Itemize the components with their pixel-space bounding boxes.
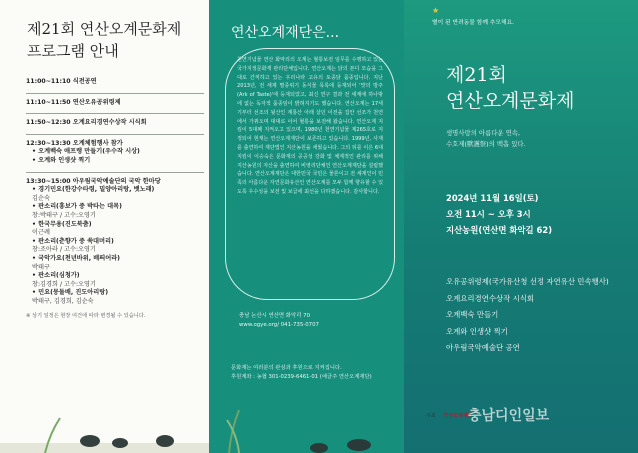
address-text: 충남 논산시 연산면 화악리 70 (239, 313, 310, 319)
desc-line-1: 생명사랑의 아름다운 연속, (446, 129, 521, 137)
program-heading: 프로그램 안내 (27, 42, 119, 60)
foundation-contact (239, 312, 319, 330)
schedule-note: ※ 상기 일정은 현장 여건에 따라 변경될 수 있습니다. (26, 313, 146, 320)
event-item: 오계요리경연수상작 시식회 (446, 293, 535, 303)
schedule-time: 11:10~11:50 연산오유공위령제 (26, 98, 121, 106)
schedule-divider (26, 93, 204, 94)
festival-title-text: 연산오계문화제 (446, 90, 575, 112)
performer-name: 창:김경희 / 고수:오영기 (32, 280, 96, 288)
schedule-time: 11:50~12:30 오계요리경연수상작 시식회 (26, 119, 147, 127)
schedule-item: • 국악가요(천년바위, 배띄어라) (32, 254, 120, 262)
donation-message: 문화재는 여러분의 관심과 후원으로 지켜집니다. (231, 365, 342, 371)
donation-info (231, 364, 372, 382)
edition-label: 제21회 (446, 64, 507, 86)
schedule-item: • 오계백숙 애프랭 만들기(우수작 시상) (32, 148, 140, 156)
donation-account: 후원계좌 : 농협 301-0239-6461-01 (예금주 연산오계재단) (231, 374, 372, 380)
festival-cover-panel (404, 0, 638, 453)
web-phone-text: www.ogye.org/ 041-735-0707 (239, 322, 319, 328)
schedule-item: • 오계와 인생샷 찍기 (32, 156, 91, 164)
foundation-description: 천연기념물 연산 화악리의 오계는 혈통보전 임무를 수행하고 있는 국가지정문화재 관리단체입니다. 연산오계는 닭의 본디 모습을 그대로 간직하고 있는 우리나라 고유의 토종닭 품종입니다. 지난 2013년, 전 세계 멸종위기 동식물 목록에 등재되어 '맛의 방주(Ark of Taste)'에 등재되었고, 최신 연구 결과 전 세계에 하나밖에 없는 독자적 품종임이 밝혀지기도 했습니다. 연산오계는 17세기부터 선조의 뒷산인 계룡산 아래 살던 이전을 집안 선조가 천연에서 가꿔오며 대대로 이어 혈통을 보전해 왔습니다. 연산오계 지킴이 5대째 지켜오고 있으며, 1980년 천연기념물 제265호로 지정되어 현재는 연산오계재단이 보존하고 있습니다. 1999년, 사재를 출연하여 재단법인 지산농원을 세웠습니다. 그의 뒤를 이은 6대 지킴이 이승숙은 문화재의 공공성 강화 및 체계적인 관리를 위해 지산농원의 자산을 출연하여 비영리단체인 연산오계재단을 설립했습니다. 연산오계재단은 대한민국 국민은 물론이고 전 세계인이 민족의 아름다운 자연문화유산인 연산오계를 모두 함께 향유할 수 있도록 우수성을 보전 및 보급에 최선을 다하겠습니다. 감사합니다. (237, 57, 383, 195)
performer-name: 박태구, 김경희, 김순숙 (32, 297, 94, 305)
event-datetime (446, 190, 552, 238)
schedule-time: 13:30~15:00 아우림국악예술단의 국악 한마당 (26, 177, 161, 185)
schedule-time: 12:30~13:30 오계체험행사 참가 (26, 139, 123, 147)
event-place: 지산농원(연산면 화악길 62) (446, 225, 553, 235)
performer-name: 창:박태구 / 고수:오영기 (32, 211, 96, 219)
schedule-item: • 판소리(흥보가 중 박타는 대목) (32, 203, 122, 211)
schedule-item: • 판소리(춘향가 중 쑥대머리) (32, 237, 114, 245)
schedule-divider (26, 172, 204, 173)
event-item: 오계백숙 만들기 (446, 310, 499, 319)
event-list (446, 274, 609, 357)
performer-name: 이근례 (32, 229, 50, 237)
desc-line-2: 수호제(獸護祭)의 백홉 있다. (446, 140, 526, 148)
star-icon: ★ (432, 6, 440, 15)
program-title (27, 18, 202, 62)
festival-name: 제21회 연산오계문화제 (27, 20, 182, 38)
schedule-divider (26, 134, 204, 135)
watermark: 충남디인일보 (468, 408, 550, 424)
foundation-heading: 연산오계재단은... (231, 25, 340, 41)
schedule-item: • 민요(뭉돌배, 진도아리랑) (32, 289, 109, 297)
host-name: 연산오계재단 (443, 413, 473, 419)
host-label: 주최 (426, 413, 436, 419)
schedule-item: • 한국무용(진도북춤) (32, 220, 92, 228)
schedule-item: • 경기민요(한강수타령, 밀양아리랑, 뱃노래) (32, 186, 155, 194)
top-tagline: 별이 된 반려동물 함께 추모해요. (432, 20, 515, 26)
event-date: 2024년 11월 16일(토) (446, 193, 539, 203)
schedule-time: 11:00~11:10 식전공연 (26, 78, 97, 85)
event-item: 아우림국악예술단 공연 (446, 343, 520, 352)
schedule-list (26, 78, 204, 321)
event-time: 오전 11시 ~ 오후 3시 (446, 209, 531, 219)
event-item: 오계와 인생샷 찍기 (446, 326, 508, 336)
performer-name: 박태구 (32, 263, 50, 271)
schedule-divider (26, 113, 204, 114)
event-item: 오유공위령제(국가유산청 선정 자연유산 민속행사) (446, 277, 609, 286)
festival-title (446, 62, 574, 114)
program-panel (0, 0, 209, 453)
foundation-panel (209, 0, 404, 453)
performer-name: 창:조아라 / 고수:오영기 (32, 246, 96, 254)
festival-description (446, 128, 526, 150)
performer-name: 김순숙 (32, 194, 50, 202)
ground-illustration (0, 413, 638, 453)
schedule-item: • 판소리(심청가) (32, 272, 80, 280)
